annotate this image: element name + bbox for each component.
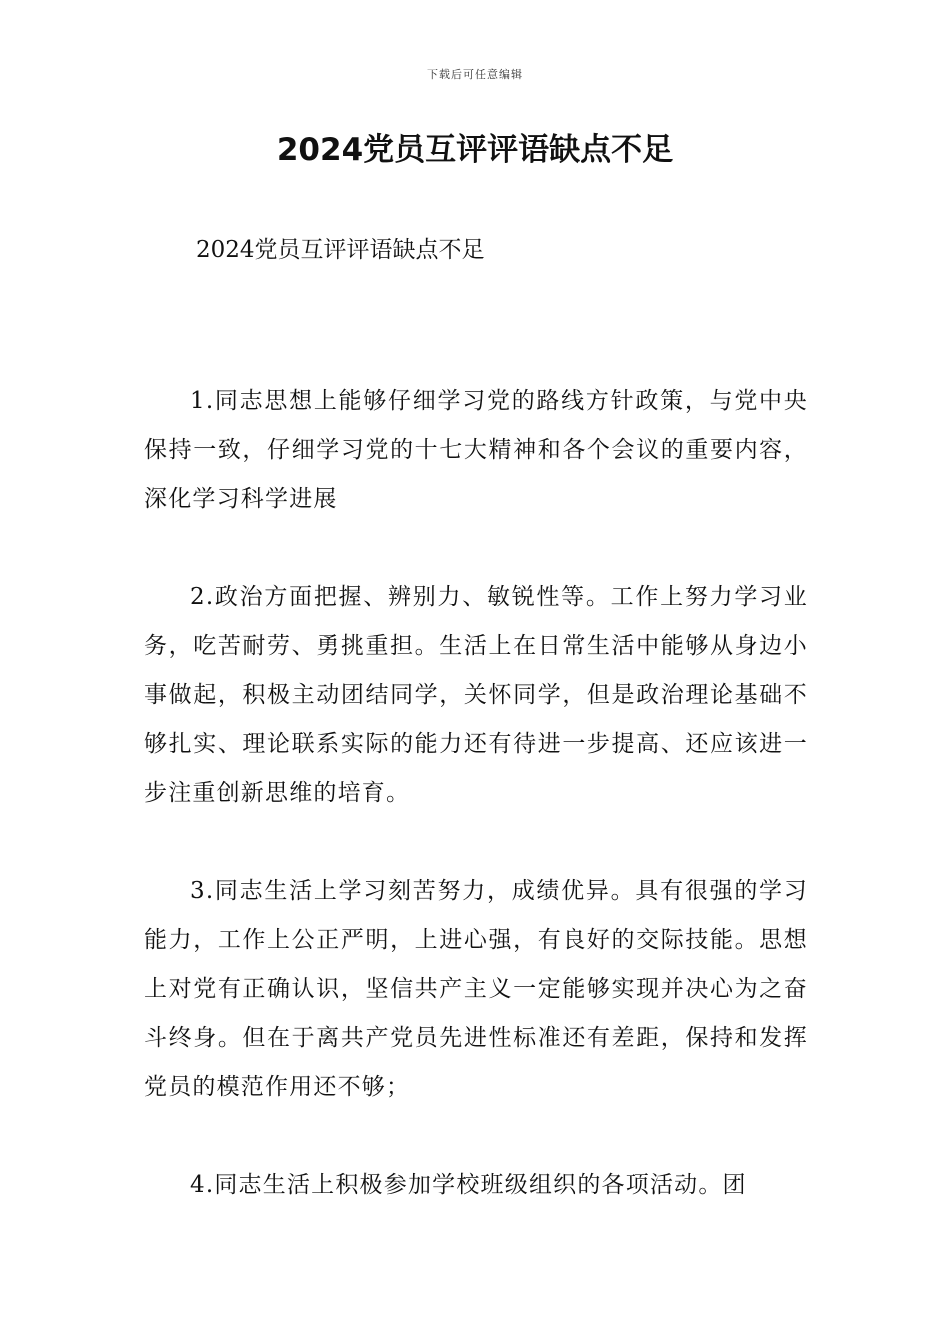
paragraph-2: 2.政治方面把握、辨别力、敏锐性等。工作上努力学习业务，吃苦耐劳、勇挑重担。生活上在日常生活中能够从身边小事做起，积极主动团结同学，关怀同学，但是政治理论基础不够扎实、理论联系实际的能力还有待进一步提高、还应该进一步注重创新思维的培育。	[144, 584, 808, 806]
header-note: 下载后可任意编辑	[427, 68, 523, 81]
paragraph-4: 4.同志生活上积极参加学校班级组织的各项活动。团	[190, 1172, 747, 1198]
document-title: 2024党员互评评语缺点不足	[276, 132, 674, 168]
document-subtitle: 2024党员互评评语缺点不足	[196, 237, 485, 263]
document-body	[144, 377, 808, 1259]
paragraph-1: 1.同志思想上能够仔细学习党的路线方针政策，与党中央保持一致，仔细学习党的十七大精神和各个会议的重要内容，深化学习科学进展	[144, 388, 808, 512]
paragraph-3: 3.同志生活上学习刻苦努力，成绩优异。具有很强的学习能力，工作上公正严明，上进心强，有良好的交际技能。思想上对党有正确认识，坚信共产主义一定能够实现并决心为之奋斗终身。但在于离共产党员先进性标准还有差距，保持和发挥党员的模范作用还不够；	[144, 878, 808, 1100]
